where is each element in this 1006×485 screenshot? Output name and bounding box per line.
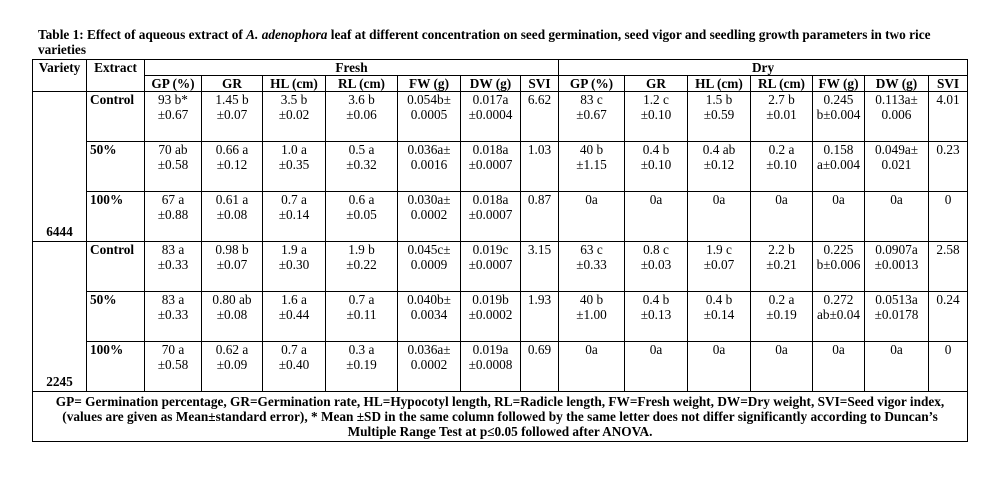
caption-prefix: Table 1: Effect of aqueous extract of <box>38 27 247 42</box>
dry-value-cell <box>929 142 968 192</box>
error-value: ±0.58 <box>157 357 189 372</box>
mean-value: 83 a <box>161 242 185 257</box>
dry-value-cell <box>688 342 751 392</box>
error-value: ±0.02 <box>278 107 310 122</box>
error-value: ±0.33 <box>576 257 607 272</box>
error-value: ±0.12 <box>216 157 248 172</box>
mean-value: 0a <box>712 192 726 207</box>
error-value: ±0.06 <box>346 107 377 122</box>
mean-value: 0.049a± <box>874 142 919 157</box>
mean-value: 0.0513a <box>875 292 918 307</box>
dry-value-cell <box>865 342 929 392</box>
error-value: ±0.40 <box>278 357 310 372</box>
mean-value: 0a <box>649 192 663 207</box>
fresh-value-cell <box>521 192 559 242</box>
dry-value-cell <box>625 142 688 192</box>
error-value: ±0.07 <box>703 257 735 272</box>
dry-value-cell <box>865 192 929 242</box>
mean-value: 0.7 a <box>348 292 375 307</box>
fresh-col-header: DW (g) <box>461 76 521 92</box>
error-value: ±0.08 <box>216 207 248 222</box>
error-value: ±0.07 <box>216 257 248 272</box>
error-value: ±1.15 <box>576 157 607 172</box>
dry-value-cell <box>559 142 625 192</box>
fresh-value-cell <box>398 92 461 142</box>
mean-value: 0.4 b <box>705 292 733 307</box>
dry-value-cell <box>625 242 688 292</box>
mean-value: 0.66 a <box>215 142 249 157</box>
table-footnote: GP= Germination percentage, GR=Germination rate, HL=Hypocotyl length, RL=Radicle length, FW=Fresh weight, DW=Dry weight, SVI=Seed vigor index, (values are given as Mean±standard error), * Mean ±SD in the same column followed by the same letter does not differ significantly according to Duncan’s Multiple Range Test at p≤0.05 followed after ANOVA. <box>33 392 968 442</box>
error-value: ±0.0013 <box>874 257 919 272</box>
dry-col-header: SVI <box>929 76 968 92</box>
error-value: ±0.10 <box>640 157 672 172</box>
dry-value-cell <box>813 242 865 292</box>
mean-value: 0.87 <box>527 192 552 207</box>
mean-value: 1.5 b <box>705 92 733 107</box>
fresh-col-header: RL (cm) <box>326 76 398 92</box>
mean-value: 1.93 <box>527 292 552 307</box>
fresh-value-cell <box>263 292 326 342</box>
mean-value: 83 c <box>580 92 603 107</box>
mean-value: 0.040b± <box>407 292 451 307</box>
dry-value-cell <box>929 292 968 342</box>
error-value: ±0.44 <box>278 307 310 322</box>
mean-value: 1.0 a <box>281 142 307 157</box>
table-row <box>33 342 968 392</box>
fresh-header: Fresh <box>145 60 559 76</box>
variety-header: Variety <box>33 60 87 92</box>
dry-col-header: HL (cm) <box>688 76 751 92</box>
mean-value: 0 <box>944 192 952 207</box>
dry-value-cell <box>688 142 751 192</box>
mean-value: 0.113a± <box>875 92 918 107</box>
dry-value-cell <box>751 342 813 392</box>
error-value: ab±0.04 <box>816 307 861 322</box>
mean-value: 1.03 <box>527 142 552 157</box>
mean-value: 2.7 b <box>768 92 795 107</box>
mean-value: 0a <box>585 342 598 357</box>
dry-value-cell <box>559 342 625 392</box>
error-value: ±0.67 <box>157 107 189 122</box>
dry-value-cell <box>688 242 751 292</box>
mean-value: 0a <box>649 342 663 357</box>
error-value: ±0.58 <box>157 157 189 172</box>
dry-value-cell <box>813 92 865 142</box>
header-row-1 <box>33 60 968 76</box>
mean-value: 6.62 <box>527 92 552 107</box>
dry-value-cell <box>688 192 751 242</box>
dry-value-cell <box>751 242 813 292</box>
error-value: ±0.32 <box>346 157 377 172</box>
error-value: ±0.19 <box>766 307 797 322</box>
dry-col-header: DW (g) <box>865 76 929 92</box>
mean-value: 0.6 a <box>348 192 375 207</box>
error-value: ±0.10 <box>766 157 797 172</box>
mean-value: 40 b <box>579 142 604 157</box>
mean-value: 0.019a <box>472 342 509 357</box>
mean-value: 0a <box>890 192 903 207</box>
fresh-value-cell <box>145 142 202 192</box>
mean-value: 0.158 <box>823 142 854 157</box>
dry-value-cell <box>751 192 813 242</box>
mean-value: 0.272 <box>823 292 854 307</box>
fresh-value-cell <box>398 242 461 292</box>
mean-value: 0.5 a <box>348 142 375 157</box>
caption-species: A. adenophora <box>246 27 328 42</box>
extract-cell: 100% <box>87 192 145 242</box>
fresh-value-cell <box>326 192 398 242</box>
error-value: ±0.0002 <box>468 307 513 322</box>
dry-col-header: GR <box>625 76 688 92</box>
mean-value: 3.5 b <box>280 92 308 107</box>
mean-value: 3.15 <box>527 242 552 257</box>
fresh-value-cell <box>326 92 398 142</box>
error-value: ±0.59 <box>703 107 735 122</box>
mean-value: 63 c <box>580 242 603 257</box>
fresh-value-cell <box>263 92 326 142</box>
fresh-value-cell <box>326 292 398 342</box>
mean-value: 0.7 a <box>281 192 307 207</box>
error-value: ±0.14 <box>703 307 735 322</box>
fresh-value-cell <box>461 292 521 342</box>
error-value: ±0.0008 <box>468 357 513 372</box>
error-value: 0.006 <box>881 107 912 122</box>
mean-value: 1.6 a <box>281 292 307 307</box>
extract-cell: Control <box>87 92 145 142</box>
fresh-value-cell <box>398 292 461 342</box>
mean-value: 0a <box>712 342 726 357</box>
dry-value-cell <box>559 292 625 342</box>
fresh-value-cell <box>398 142 461 192</box>
dry-value-cell <box>929 342 968 392</box>
error-value: 0.0016 <box>410 157 448 172</box>
error-value: ±0.22 <box>346 257 377 272</box>
error-value: ±0.05 <box>346 207 377 222</box>
variety-cell: 2245 <box>33 242 87 392</box>
fresh-value-cell <box>461 242 521 292</box>
mean-value: 4.01 <box>936 92 960 107</box>
dry-value-cell <box>625 292 688 342</box>
error-value: ±0.33 <box>157 257 189 272</box>
mean-value: 1.9 c <box>706 242 732 257</box>
fresh-value-cell <box>398 342 461 392</box>
extract-cell: 50% <box>87 142 145 192</box>
mean-value: 0.019c <box>472 242 509 257</box>
mean-value: 0.030a± <box>407 192 451 207</box>
mean-value: 0a <box>890 342 903 357</box>
dry-value-cell <box>813 192 865 242</box>
error-value: 0.0002 <box>410 207 448 222</box>
fresh-value-cell <box>521 292 559 342</box>
error-value: ±0.0007 <box>468 257 513 272</box>
error-value: 0.0034 <box>410 307 448 322</box>
mean-value: 0.98 b <box>215 242 249 257</box>
dry-value-cell <box>813 292 865 342</box>
error-value: 0.021 <box>881 157 912 172</box>
fresh-value-cell <box>145 292 202 342</box>
dry-value-cell <box>688 292 751 342</box>
dry-value-cell <box>625 342 688 392</box>
variety-cell: 6444 <box>33 92 87 242</box>
dry-value-cell <box>865 242 929 292</box>
mean-value: 1.9 a <box>281 242 307 257</box>
fresh-col-header: FW (g) <box>398 76 461 92</box>
fresh-value-cell <box>202 342 263 392</box>
dry-value-cell <box>688 92 751 142</box>
mean-value: 0.225 <box>823 242 854 257</box>
mean-value: 0.036a± <box>407 342 451 357</box>
mean-value: 0.3 a <box>348 342 375 357</box>
mean-value: 0.2 a <box>768 142 795 157</box>
fresh-value-cell <box>263 192 326 242</box>
mean-value: 0.4 b <box>642 292 670 307</box>
mean-value: 70 a <box>161 342 185 357</box>
error-value: ±0.10 <box>640 107 672 122</box>
dry-value-cell <box>865 92 929 142</box>
mean-value: 40 b <box>579 292 604 307</box>
dry-col-header: FW (g) <box>813 76 865 92</box>
error-value: 0.0009 <box>410 257 448 272</box>
mean-value: 1.2 c <box>643 92 669 107</box>
mean-value: 2.2 b <box>768 242 795 257</box>
error-value: ±0.0178 <box>874 307 919 322</box>
dry-value-cell <box>751 292 813 342</box>
table-body <box>33 92 968 392</box>
mean-value: 0 <box>944 342 952 357</box>
error-value: b±0.006 <box>816 257 861 272</box>
mean-value: 0.018a <box>472 142 509 157</box>
mean-value: 0a <box>775 192 788 207</box>
fresh-value-cell <box>398 192 461 242</box>
fresh-value-cell <box>521 142 559 192</box>
mean-value: 70 ab <box>158 142 188 157</box>
error-value: ±0.14 <box>278 207 310 222</box>
mean-value: 3.6 b <box>348 92 375 107</box>
mean-value: 0.045c± <box>407 242 451 257</box>
mean-value: 0a <box>585 192 598 207</box>
extract-header: Extract <box>87 60 145 92</box>
fresh-col-header: GP (%) <box>145 76 202 92</box>
fresh-value-cell <box>326 142 398 192</box>
error-value: ±0.19 <box>346 357 377 372</box>
error-value: ±0.21 <box>766 257 797 272</box>
table-row <box>33 292 968 342</box>
fresh-value-cell <box>202 142 263 192</box>
mean-value: 0.036a± <box>407 142 451 157</box>
mean-value: 0.017a <box>472 92 509 107</box>
mean-value: 0.24 <box>936 292 960 307</box>
fresh-value-cell <box>202 192 263 242</box>
mean-value: 0.4 ab <box>702 142 736 157</box>
error-value: ±0.0007 <box>468 157 513 172</box>
fresh-value-cell <box>263 142 326 192</box>
mean-value: 0a <box>775 342 788 357</box>
caption-suffix: leaf at different concentration on seed germination, seed vigor and seedling growth parameters in two rice varieties <box>38 27 931 57</box>
dry-value-cell <box>625 92 688 142</box>
table-caption <box>38 27 971 57</box>
dry-value-cell <box>865 292 929 342</box>
mean-value: 0.8 c <box>643 242 669 257</box>
fresh-value-cell <box>145 242 202 292</box>
mean-value: 0a <box>832 342 845 357</box>
dry-value-cell <box>813 342 865 392</box>
mean-value: 0.61 a <box>215 192 249 207</box>
fresh-value-cell <box>202 292 263 342</box>
error-value: ±0.67 <box>576 107 607 122</box>
mean-value: 0a <box>832 192 845 207</box>
results-table <box>32 59 968 442</box>
mean-value: 0.2 a <box>768 292 795 307</box>
dry-value-cell <box>929 242 968 292</box>
mean-value: 0.80 ab <box>212 292 252 307</box>
fresh-value-cell <box>521 342 559 392</box>
fresh-value-cell <box>461 92 521 142</box>
mean-value: 0.7 a <box>281 342 307 357</box>
dry-header: Dry <box>559 60 968 76</box>
mean-value: 93 b* <box>158 92 188 107</box>
fresh-value-cell <box>461 342 521 392</box>
error-value: a±0.004 <box>816 157 861 172</box>
error-value: ±0.88 <box>157 207 189 222</box>
mean-value: 0.62 a <box>215 342 249 357</box>
mean-value: 1.9 b <box>348 242 375 257</box>
mean-value: 0.019b <box>472 292 509 307</box>
table-container <box>32 27 971 442</box>
error-value: ±0.07 <box>216 107 248 122</box>
error-value: ±0.0004 <box>468 107 513 122</box>
extract-cell: 50% <box>87 292 145 342</box>
mean-value: 67 a <box>161 192 185 207</box>
error-value: ±0.11 <box>346 307 377 322</box>
fresh-value-cell <box>263 242 326 292</box>
fresh-col-header: SVI <box>521 76 559 92</box>
fresh-value-cell <box>461 192 521 242</box>
fresh-value-cell <box>326 342 398 392</box>
fresh-col-header: HL (cm) <box>263 76 326 92</box>
fresh-value-cell <box>145 342 202 392</box>
mean-value: 0.69 <box>527 342 552 357</box>
error-value: ±0.08 <box>216 307 248 322</box>
error-value: ±1.00 <box>576 307 607 322</box>
dry-value-cell <box>929 192 968 242</box>
fresh-value-cell <box>145 92 202 142</box>
mean-value: 83 a <box>161 292 185 307</box>
error-value: ±0.0007 <box>468 207 513 222</box>
fresh-value-cell <box>202 242 263 292</box>
footnote-row <box>33 392 968 442</box>
error-value: ±0.35 <box>278 157 310 172</box>
fresh-value-cell <box>202 92 263 142</box>
dry-col-header: RL (cm) <box>751 76 813 92</box>
fresh-col-header: GR <box>202 76 263 92</box>
error-value: 0.0002 <box>410 357 448 372</box>
mean-value: 0.23 <box>936 142 960 157</box>
error-value: ±0.13 <box>640 307 672 322</box>
mean-value: 0.0907a <box>875 242 918 257</box>
header-row-2 <box>33 76 968 92</box>
dry-value-cell <box>559 242 625 292</box>
fresh-value-cell <box>521 92 559 142</box>
dry-value-cell <box>813 142 865 192</box>
mean-value: 0.054b± <box>407 92 451 107</box>
fresh-value-cell <box>461 142 521 192</box>
dry-value-cell <box>625 192 688 242</box>
dry-value-cell <box>865 142 929 192</box>
dry-value-cell <box>929 92 968 142</box>
dry-col-header: GP (%) <box>559 76 625 92</box>
fresh-value-cell <box>326 242 398 292</box>
fresh-value-cell <box>521 242 559 292</box>
error-value: b±0.004 <box>816 107 861 122</box>
mean-value: 0.245 <box>823 92 854 107</box>
dry-value-cell <box>751 142 813 192</box>
table-row <box>33 242 968 292</box>
dry-value-cell <box>751 92 813 142</box>
error-value: ±0.03 <box>640 257 672 272</box>
dry-value-cell <box>559 192 625 242</box>
error-value: ±0.33 <box>157 307 189 322</box>
table-row <box>33 192 968 242</box>
mean-value: 0.4 b <box>642 142 670 157</box>
extract-cell: Control <box>87 242 145 292</box>
table-row <box>33 142 968 192</box>
fresh-value-cell <box>263 342 326 392</box>
error-value: ±0.09 <box>216 357 248 372</box>
table-row <box>33 92 968 142</box>
error-value: ±0.01 <box>766 107 797 122</box>
error-value: 0.0005 <box>410 107 448 122</box>
error-value: ±0.30 <box>278 257 310 272</box>
error-value: ±0.12 <box>703 157 735 172</box>
extract-cell: 100% <box>87 342 145 392</box>
mean-value: 0.018a <box>472 192 509 207</box>
dry-value-cell <box>559 92 625 142</box>
mean-value: 2.58 <box>936 242 960 257</box>
fresh-value-cell <box>145 192 202 242</box>
mean-value: 1.45 b <box>215 92 249 107</box>
